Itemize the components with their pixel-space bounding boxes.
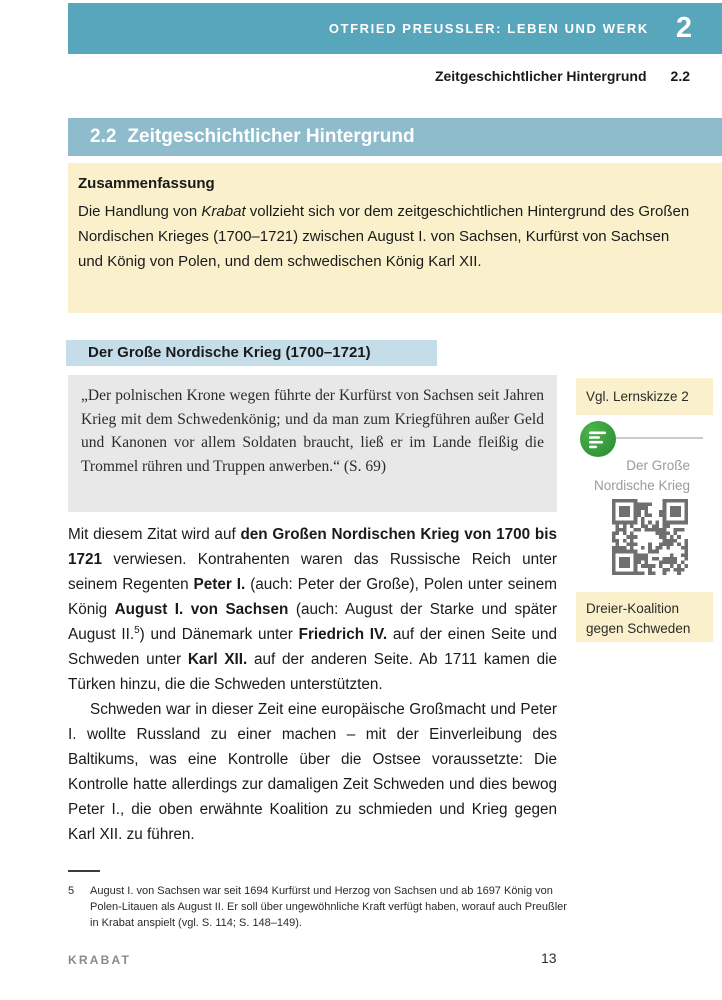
lernskizze-list-icon: [580, 421, 616, 457]
breadcrumb-label: Zeitgeschichtlicher Hintergrund: [434, 68, 647, 84]
margin-note-lernskizze: [576, 378, 713, 415]
footnote-divider: [68, 870, 100, 872]
lernskizze-caption-line2: Nordische Krieg: [593, 477, 690, 493]
margin-note-lernskizze-label: Vgl. Lernskizze 2: [586, 389, 689, 404]
running-footer-book-title: KRABAT: [68, 953, 131, 967]
summary-title: Zusammenfassung: [78, 175, 215, 192]
margin-note-koalition-line2: gegen Schweden: [586, 621, 691, 636]
footnote-number: 5: [68, 885, 75, 897]
chapter-header-title: OTFRIED PREUSSLER: LEBEN UND WERK: [328, 21, 649, 36]
section-heading: [68, 118, 722, 156]
footnote-text: August I. von Sachsen war seit 1694 Kurfürst und Herzog von Sachsen und ab 1697 König von Polen-Litauen als August II. Er soll über ungewöhnliche Kraft verfügt haben, worauf auch Preußler in Krabat anspielt (vgl. S. 114; S. 148–149).: [90, 885, 567, 929]
breadcrumb: [68, 68, 690, 84]
margin-note-koalition: [576, 592, 713, 642]
summary-text: Die Handlung von Krabat vollzieht sich vor dem zeitgeschichtlichen Hintergrund des Großen Nordischen Krieges (1700–1721) zwischen August I. von Sachsen, Kurfürst von Sachsen und König von Polen, und dem schwedischen König Karl XII.: [78, 203, 690, 270]
chapter-header-bar: [68, 3, 722, 54]
section-heading-title: Zeitgeschichtlicher Hintergrund: [127, 126, 415, 147]
section-heading-number: 2.2: [90, 126, 117, 147]
footnote: [68, 883, 573, 931]
subsection-heading: Der Große Nordische Krieg (1700–1721): [66, 340, 437, 366]
summary-box: [68, 163, 722, 313]
lernskizze-connector-line: [616, 437, 703, 439]
quote-box: „Der polnischen Krone wegen führte der Kurfürst von Sachsen seit Jahren Krieg mit dem Schwedenkönig; und da man zum Kriegführen außer Geld und Kanonen vor allem Soldaten braucht, ließ er im Lande fleißig die Trommel rühren und Truppen anwerben.“ (S. 69): [68, 375, 557, 512]
main-text: [68, 522, 557, 847]
lernskizze-caption: [576, 456, 690, 495]
qr-code: [612, 499, 688, 575]
breadcrumb-number: 2.2: [670, 68, 690, 84]
main-paragraph-2: Schweden war in dieser Zeit eine europäische Großmacht und Peter I. wollte Russland zu einer machen – mit der Einverleibung des Baltikums, was eine Kontrolle über die Ostsee voraussetzte: Die Kontrolle hatte allerdings zur damaligen Zeit Schweden und dies bewog Peter I., die oben erwähnte Koalition zu schmieden und Krieg gegen Karl XII. zu führen.: [68, 701, 557, 843]
page-number: 13: [541, 950, 557, 966]
main-paragraph-1: Mit diesem Zitat wird auf den Großen Nordischen Krieg von 1700 bis 1721 verwiesen. Kontrahenten waren das Russische Reich unter seinem Regenten Peter I. (auch: Peter der Große), Polen unter seinem König August I. von Sachsen (auch: August der Starke und später August II.$^5$) und Dänemark unter Friedrich IV. auf der einen Seite und Schweden unter Karl XII. auf der anderen Seite. Ab 1711 kamen die Türken hinzu, die die Schweden unterstützten.: [68, 526, 558, 693]
lernskizze-list-icon-svg: [580, 421, 616, 457]
chapter-number: 2: [675, 12, 692, 44]
margin-note-koalition-line1: Dreier-Koalition: [586, 601, 680, 616]
lernskizze-caption-line1: Der Große: [626, 458, 690, 473]
